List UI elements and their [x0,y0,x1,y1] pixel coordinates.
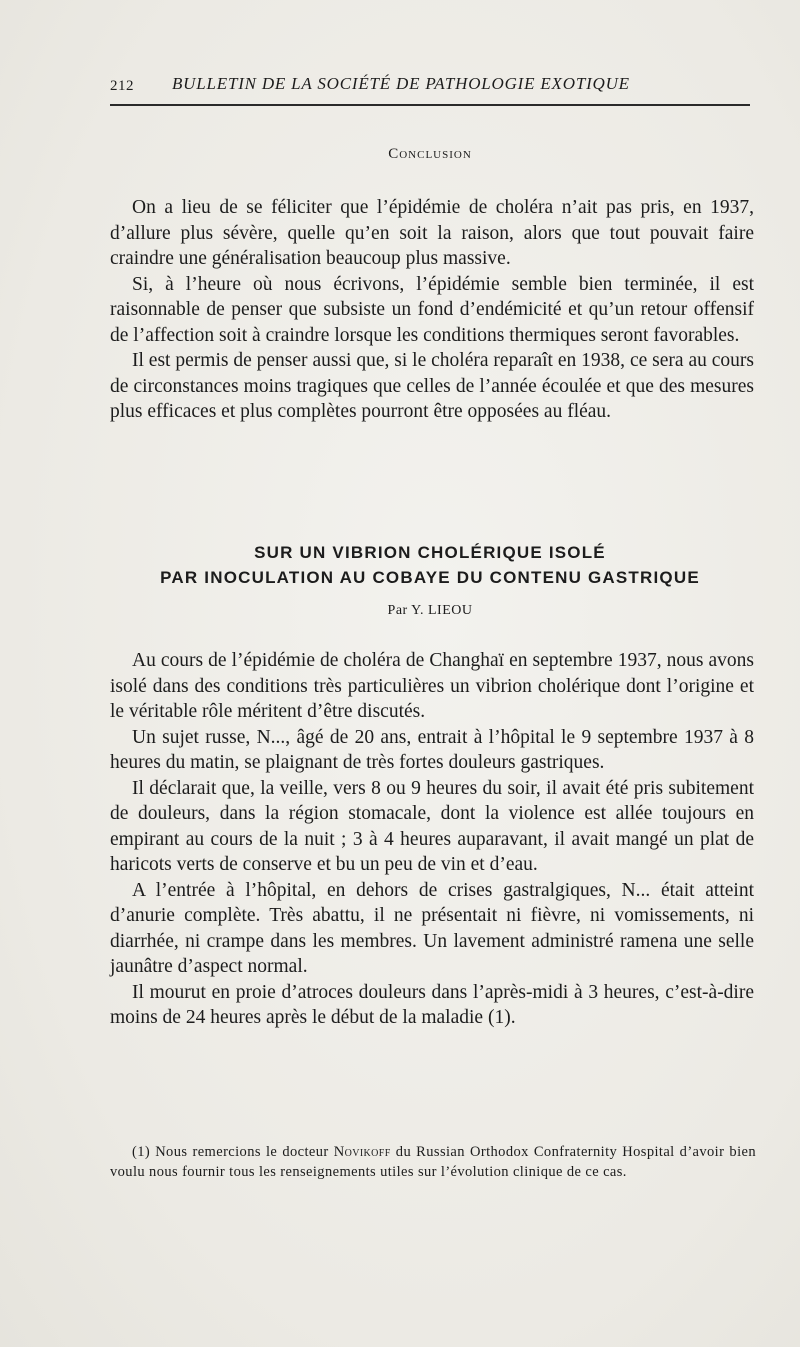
article-title-line: SUR UN VIBRION CHOLÉRIQUE ISOLÉ [254,543,606,562]
footnote-text-start: (1) Nous remercions le docteur [132,1144,334,1160]
header-rule [110,104,750,106]
footnote-doctor-name: Novikoff [333,1144,391,1160]
conclusion-paragraph: Si, à l’heure où nous écrivons, l’épidémie semble bien terminée, il est raisonnable de penser que subsiste un fond d’endémicité et qu’un retour offensif de l’affection soit à craindre lorsque les conditions thermiques seront favorables. [110,273,754,346]
conclusion-section [110,195,754,425]
article-paragraph: Au cours de l’épidémie de choléra de Changhaï en septembre 1937, nous avons isolé dans des conditions très particulières un vibrion cholérique dont l’origine et le véritable rôle méritent d’être discutés. [110,650,754,722]
article-title-line: PAR INOCULATION AU COBAYE DU CONTENU GASTRIQUE [160,568,700,587]
journal-title: BULLETIN DE LA SOCIÉTÉ DE PATHOLOGIE EXOTIQUE [172,74,630,93]
footnote-text-end: du Russian Orthodox Confraternity Hospital d’avoir bien voulu nous fournir tous les renseignements utiles sur l’évolution clinique de ce cas. [110,1144,756,1180]
article-paragraph: Il mourut en proie d’atroces douleurs dans l’après-midi à 3 heures, c’est-à-dire moins de 24 heures après le début de la maladie (1). [110,981,754,1028]
conclusion-paragraph: On a lieu de se féliciter que l’épidémie de choléra n’ait pas pris, en 1937, d’allure plus sévère, quelle qu’en soit la raison, alors que tout pouvait faire craindre une généralisation beaucoup plus massive. [110,197,754,269]
article-paragraph: Il déclarait que, la veille, vers 8 ou 9 heures du soir, il avait été pris subitement de douleurs, dans la région stomacale, dont la violence est allée toujours en empirant au cours de la nuit ; 3 à 4 heures auparavant, il avait mangé un plat de haricots verts de conserve et bu un peu de vin et d’eau. [110,777,754,875]
footnote-text [110,1142,756,1182]
article-paragraph: Un sujet russe, N..., âgé de 20 ans, entrait à l’hôpital le 9 septembre 1937 à 8 heures du matin, se plaignant de très fortes douleurs gastriques. [110,726,754,773]
page-number: 212 [110,78,134,94]
footnote [110,1142,756,1182]
article-body [110,648,754,1031]
running-head [110,72,750,96]
article-title [110,540,750,590]
article-paragraph: A l’entrée à l’hôpital, en dehors de crises gastralgiques, N... était atteint d’anurie complète. Très abattu, il ne présentait ni fièvre, ni vomissements, ni diarrhée, ni crampe dans les membres. Un lavement administré ramena une selle jaunâtre d’aspect normal. [110,879,754,977]
conclusion-paragraph: Il est permis de penser aussi que, si le choléra reparaît en 1938, ce sera au cours de circonstances moins tragiques que celles de l’année écoulée et que des mesures plus efficaces et plus complètes pourront être opposées au fléau. [110,350,754,422]
conclusion-heading: Conclusion [388,146,472,162]
article-byline: Par Y. LIEOU [387,603,473,618]
